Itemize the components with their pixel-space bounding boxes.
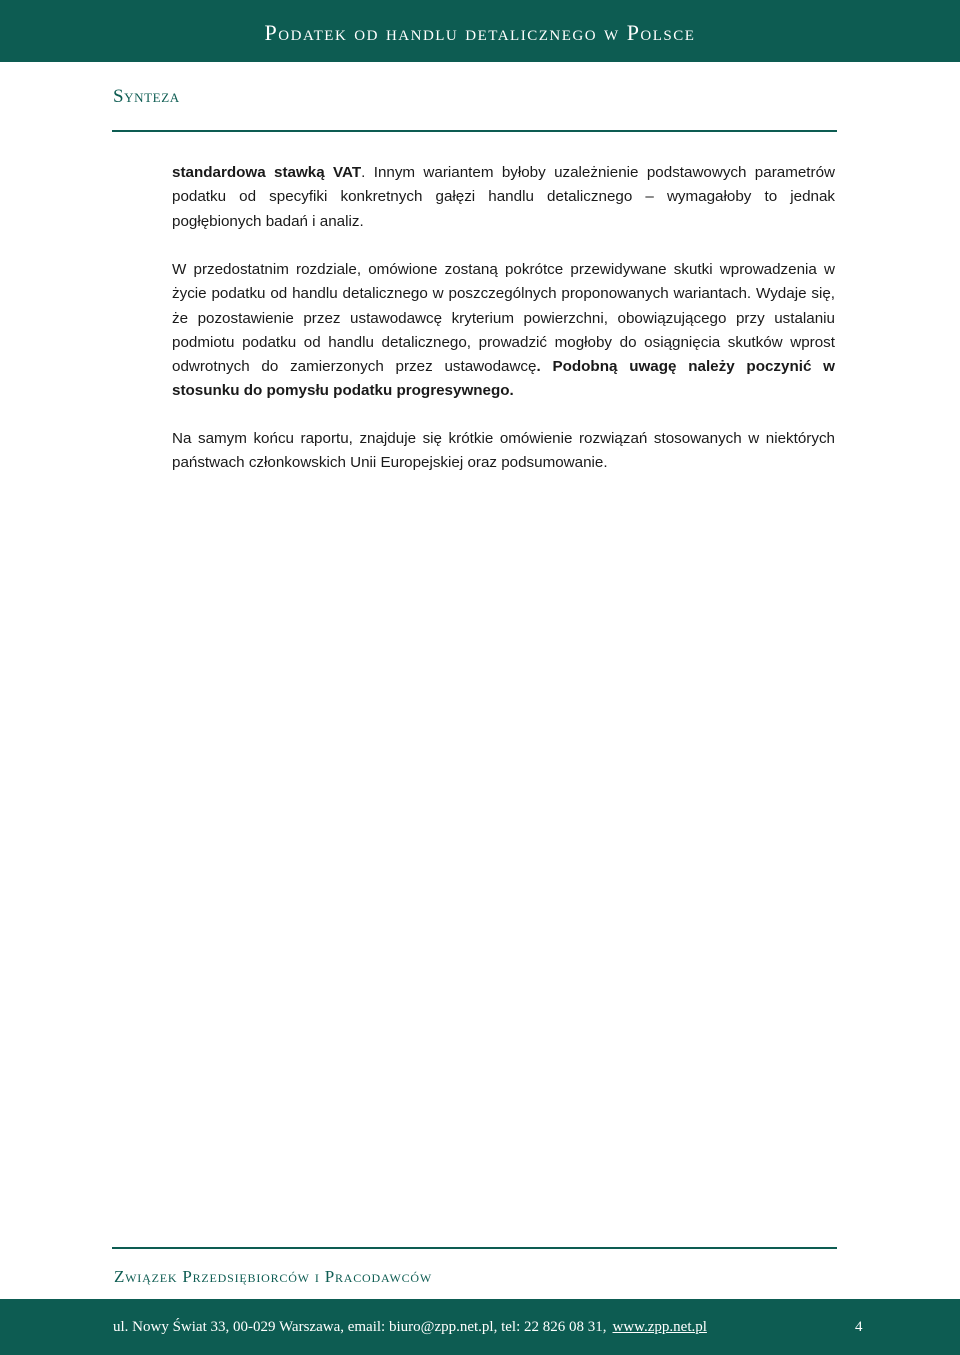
- bottom-divider: [112, 1247, 837, 1249]
- paragraph-2-bold-tail: . Podobną uwagę należy poczynić w stosunku do pomysłu podatku progresywnego.: [172, 358, 835, 400]
- organization-name: Związek Przedsiębiorców i Pracodawców: [114, 1267, 432, 1286]
- footer-contact-info: [113, 1318, 707, 1336]
- paragraph-1-bold-lead: standardowa stawką VAT: [172, 164, 362, 181]
- paragraph-1: [172, 161, 835, 234]
- paragraph-2: [172, 258, 835, 404]
- section-title: Synteza: [113, 86, 180, 107]
- paragraph-1-text: . Innym wariantem byłoby uzależnienie podstawowych parametrów podatku od specyfiki konkretnych gałęzi handlu detalicznego – wymagałoby to jednak pogłębionych badań i analiz.: [172, 164, 835, 230]
- website-link[interactable]: www.zpp.net.pl: [612, 1319, 707, 1335]
- page-number: 4: [855, 1319, 863, 1335]
- top-divider: [112, 130, 837, 132]
- paragraph-3-text: Na samym końcu raportu, znajduje się krótkie omówienie rozwiązań stosowanych w niektórych państwach członkowskich Unii Europejskiej oraz podsumowanie.: [172, 430, 835, 472]
- paragraph-2-text: W przedostatnim rozdziale, omówione zostaną pokrótce przewidywane skutki wprowadzenia w życie podatku od handlu detalicznego w poszczególnych proponowanych wariantach. Wydaje się, że pozostawienie przez ustawodawcę kryterium powierzchni, obowiązującego przy ustalaniu podmiotu podatku od handlu detalicznego, prowadzić mogłoby do osiągnięcia skutków wprost odwrotnych do zamierzonych przez ustawodawcę: [172, 261, 835, 376]
- paragraph-3: [172, 427, 835, 476]
- contact-address: ul. Nowy Świat 33, 00-029 Warszawa, email: biuro@zpp.net.pl, tel: 22 826 08 31,: [113, 1319, 607, 1335]
- document-header-title: Podatek od handlu detalicznego w Polsce: [264, 20, 696, 45]
